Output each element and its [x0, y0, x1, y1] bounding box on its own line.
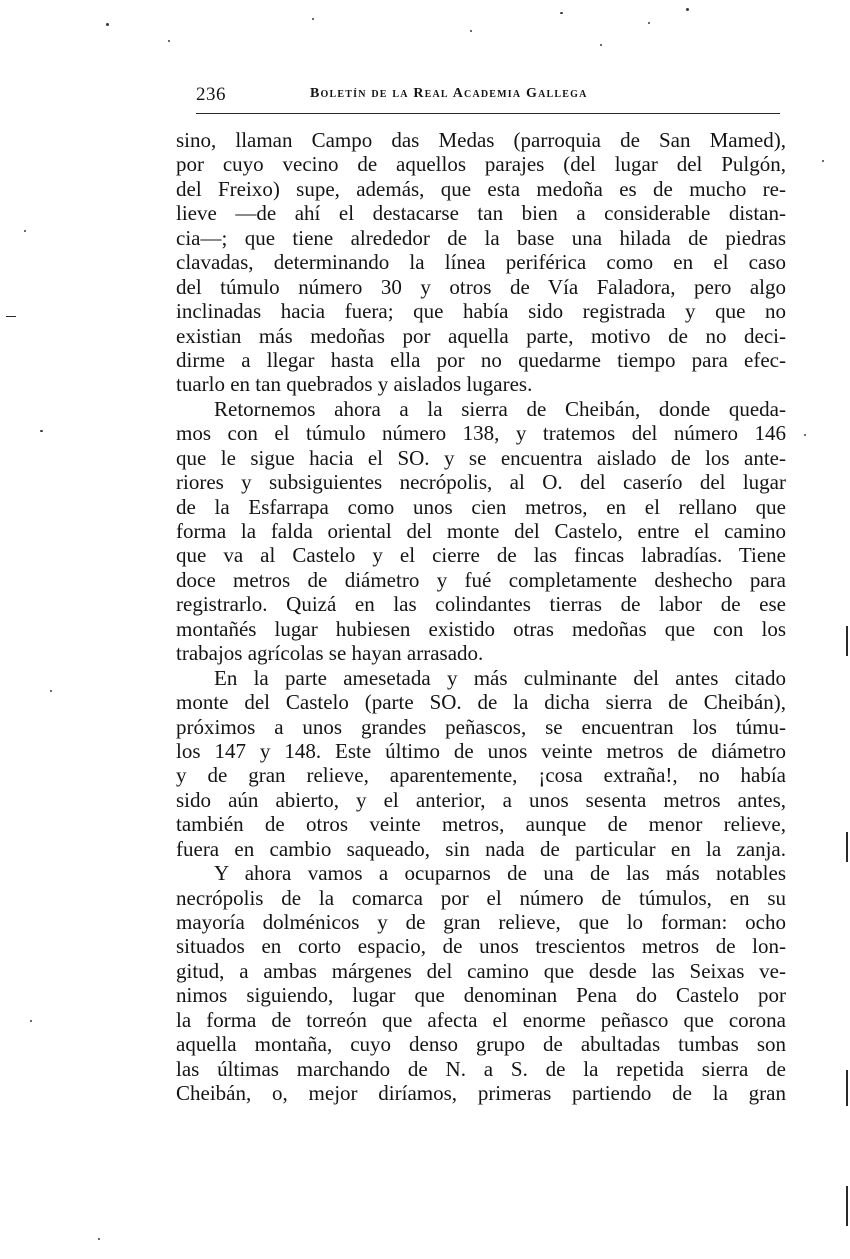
scan-speck	[804, 434, 806, 436]
margin-mark	[846, 1070, 848, 1106]
text-line: registrarlo. Quizá en las colindantes tierras de labor de ese	[176, 592, 786, 617]
text-line: los 147 y 148. Este último de unos veinte metros de diámetro	[176, 738, 786, 763]
page-number: 236	[196, 84, 226, 105]
text-line: por cuyo vecino de aquellos parajes (del lugar del Pulgón,	[176, 152, 786, 177]
text-line: del Freixo) supe, además, que esta medoña es de mucho re-	[176, 176, 786, 201]
text-line: forma la falda oriental del monte del Castelo, entre el camino	[176, 519, 786, 543]
page-header	[196, 84, 786, 114]
scan-speck	[312, 18, 314, 20]
text-line: aquella montaña, cuyo denso grupo de abultadas tumbas son	[176, 1032, 786, 1057]
text-line: Cheibán, o, mejor diríamos, primeras partiendo de la gran	[176, 1081, 786, 1106]
text-line: gitud, a ambas márgenes del camino que desde las Seixas ve-	[176, 958, 786, 983]
scan-speck	[106, 23, 109, 26]
scan-speck	[98, 1238, 100, 1240]
text-line: mayoría dolménicos y de gran relieve, que lo forman: ocho	[176, 910, 786, 934]
scan-speck	[686, 8, 689, 11]
text-line: riores y subsiguientes necrópolis, al O. del caserío del lugar	[176, 470, 786, 495]
text-line: tuarlo en tan quebrados y aislados lugares.	[176, 372, 533, 397]
scan-speck	[600, 44, 602, 46]
text-line: las últimas marchando de N. a S. de la repetida sierra de	[176, 1056, 786, 1081]
text-line: que va al Castelo y el cierre de las fincas labradías. Tiene	[176, 543, 786, 568]
text-line: próximos a unos grandes peñascos, se encuentran los túmu-	[176, 714, 786, 739]
text-line: necrópolis de la comarca por el número de túmulos, en su	[176, 885, 786, 910]
text-line: trabajos agrícolas se hayan arrasado.	[176, 641, 484, 666]
text-line: Retornemos ahora a la sierra de Cheibán, donde queda-	[214, 396, 786, 421]
scan-speck	[822, 160, 824, 162]
text-line: también de otros veinte metros, aunque de menor relieve,	[176, 812, 786, 837]
text-line: de la Esfarrapa como unos cien metros, en el rellano que	[176, 494, 786, 519]
text-line: la forma de torreón que afecta el enorme peñasco que corona	[176, 1007, 786, 1032]
scan-speck	[560, 12, 563, 14]
text-line: monte del Castelo (parte SO. de la dicha sierra de Cheibán),	[176, 690, 786, 715]
scan-speck	[40, 430, 43, 432]
text-line: doce metros de diámetro y fué completamente deshecho para	[176, 567, 786, 592]
body-text	[176, 128, 786, 1106]
scan-speck	[470, 30, 472, 32]
margin-mark	[846, 1186, 848, 1226]
scan-speck	[50, 690, 52, 692]
text-line: nimos siguiendo, lugar que denominan Pena do Castelo por	[176, 983, 786, 1008]
text-line: En la parte amesetada y más culminante del antes citado	[214, 665, 786, 690]
text-line: sido aún abierto, y el anterior, a unos sesenta metros antes,	[176, 787, 786, 812]
text-line: sino, llaman Campo das Medas (parroquia de San Mamed),	[176, 128, 786, 152]
text-line: montañés lugar hubiesen existido otras medoñas que con los	[176, 616, 786, 641]
scan-speck	[648, 22, 650, 24]
text-line: lieve —de ahí el destacarse tan bien a considerable distan-	[176, 201, 786, 226]
text-line: fuera en cambio saqueado, sin nada de particular en la zanja.	[176, 836, 786, 861]
text-line: Y ahora vamos a ocuparnos de una de las más notables	[214, 861, 786, 886]
margin-mark	[846, 626, 848, 656]
header-rule	[196, 113, 780, 114]
margin-mark	[6, 316, 16, 317]
text-line: existian más medoñas por aquella parte, motivo de no deci-	[176, 323, 786, 348]
text-line: inclinadas hacia fuera; que había sido registrada y que no	[176, 299, 786, 324]
running-head: Boletín de la Real Academia Gallega	[310, 86, 588, 101]
scan-speck	[168, 40, 170, 42]
text-line: del túmulo número 30 y otros de Vía Faladora, pero algo	[176, 274, 786, 299]
text-line: mos con el túmulo número 138, y tratemos del número 146	[176, 421, 786, 446]
scan-speck	[24, 230, 26, 232]
text-line: que le sigue hacia el SO. y se encuentra aislado de los ante-	[176, 445, 786, 470]
text-line: cia—; que tiene alrededor de la base una hilada de piedras	[176, 225, 786, 250]
text-line: clavadas, determinando la línea periférica como en el caso	[176, 250, 786, 275]
scan-speck	[30, 1020, 32, 1022]
text-line: dirme a llegar hasta ella por no quedarme tiempo para efec-	[176, 347, 786, 372]
margin-mark	[846, 832, 848, 862]
text-line: situados en corto espacio, de unos trescientos metros de lon-	[176, 934, 786, 959]
text-line: y de gran relieve, aparentemente, ¡cosa extraña!, no había	[176, 763, 786, 788]
